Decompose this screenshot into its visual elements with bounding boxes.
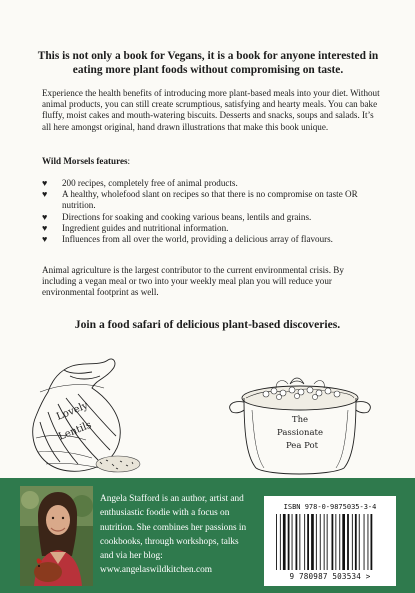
pot-label-line3: Pea Pot bbox=[285, 441, 319, 451]
headline: This is not only a book for Vegans, it is a book for anyone interested in eating more plant foods without compromising on taste. bbox=[37, 50, 379, 76]
feature-text: Influences from all over the world, providing a delicious array of flavours. bbox=[62, 234, 333, 245]
features-list bbox=[42, 178, 382, 245]
feature-item bbox=[42, 234, 382, 245]
author-photo bbox=[20, 486, 93, 586]
feature-item bbox=[42, 212, 382, 223]
heart-icon: ♥ bbox=[42, 189, 48, 200]
feature-text: Ingredient guides and nutritional information. bbox=[62, 222, 229, 233]
feature-item bbox=[42, 178, 382, 189]
features-title-bold: Wild Morsels features bbox=[42, 156, 128, 166]
lentil-sack-illustration bbox=[33, 359, 140, 472]
heart-icon: ♥ bbox=[42, 178, 48, 188]
sack-label-line2: Lentils bbox=[57, 419, 94, 443]
feature-text: 200 recipes, completely free of animal products. bbox=[62, 178, 238, 188]
isbn-barcode-panel bbox=[264, 496, 396, 586]
feature-text: Directions for soaking and cooking various beans, lentils and grains. bbox=[62, 211, 312, 222]
features-title-colon: : bbox=[127, 156, 131, 166]
barcode-digits: 9 780987 503534 > bbox=[289, 572, 371, 581]
isbn-label: ISBN 978-0-9875035-3-4 bbox=[283, 503, 377, 511]
pea-pot-illustration bbox=[230, 378, 371, 474]
sack-label-line1: Lovely bbox=[55, 400, 90, 423]
feature-item bbox=[42, 189, 382, 211]
features-title bbox=[42, 156, 130, 166]
feature-text: A healthy, wholefood slant on recipes so that there is no compromise on taste OR nutrition. bbox=[62, 189, 358, 211]
author-bio: Angela Stafford is an author, artist and enthusiastic foodie with a focus on nutrition. She combines her passions in cookbooks, through workshops, talks and via her blog: www.angelaswildkitchen.com bbox=[100, 494, 247, 576]
heart-icon: ♥ bbox=[42, 211, 48, 222]
tagline: Join a food safari of delicious plant-based discoveries. bbox=[74, 318, 341, 331]
intro-paragraph: Experience the health benefits of introducing more plant-based meals into your diet. Without animal products, you can still create scrumptious, satisfying and hearty meals. You can bake fluffy, moist cakes and mouth-watering biscuits. Desserts and snacks, soups and salads. It’s all here amongst original, hand drawn illustrations that make this book unique. bbox=[42, 88, 380, 132]
feature-item bbox=[42, 223, 382, 234]
heart-icon: ♥ bbox=[42, 222, 48, 233]
pot-label-line2: Passionate bbox=[277, 428, 323, 438]
heart-icon: ♥ bbox=[42, 234, 48, 245]
illustrations bbox=[0, 340, 415, 485]
environment-paragraph: Animal agriculture is the largest contributor to the current environmental crisis. By including a vegan meal or two into your weekly meal plan you will reduce your environmental footprint as well. bbox=[42, 265, 344, 298]
pot-label-line1: The bbox=[291, 415, 309, 425]
